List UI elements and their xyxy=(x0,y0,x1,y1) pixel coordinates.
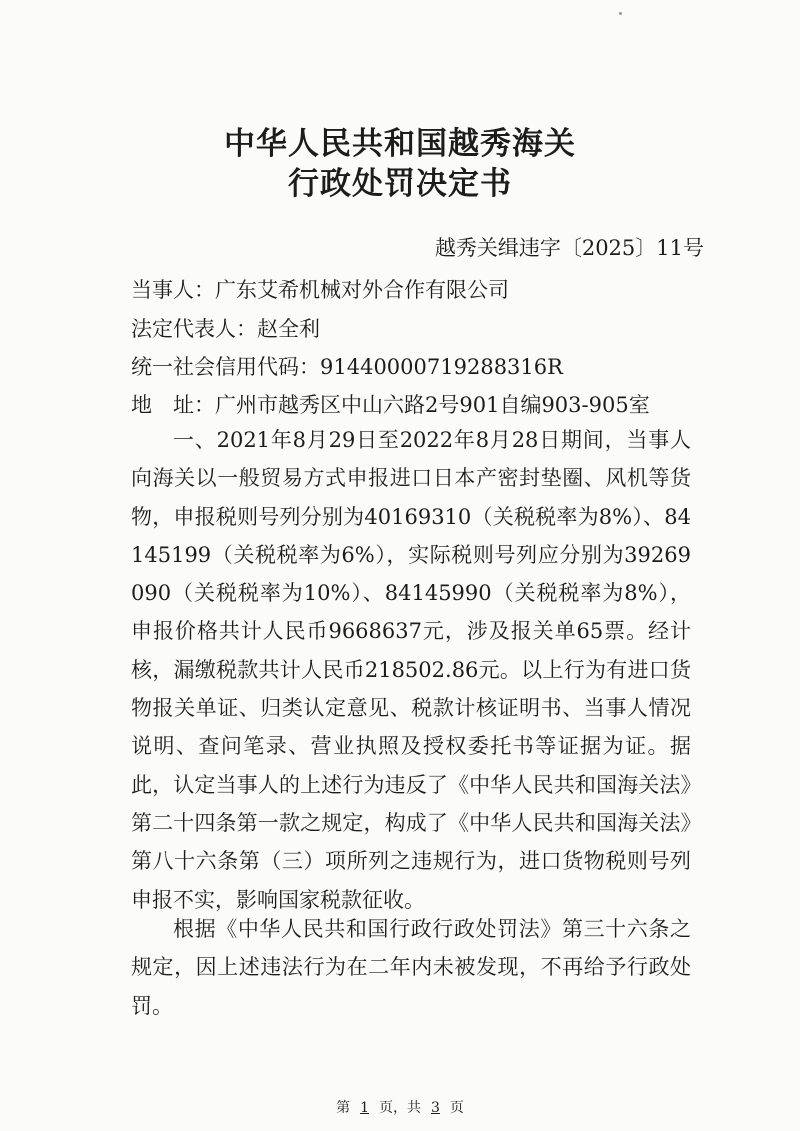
footer-suffix: 页 xyxy=(449,1100,464,1116)
party-field: 当事人：广东艾希机械对外合作有限公司 xyxy=(131,278,509,302)
document-title-line1: 中华人民共和国越秀海关 xyxy=(224,126,576,162)
document-number: 越秀关缉违字〔2025〕11号 xyxy=(434,236,704,260)
footer-prefix: 第 xyxy=(336,1100,351,1116)
violation-paragraph: 一、2021年8月29日至2022年8月28日期间，当事人向海关以一般贸易方式申报进口日本产密封垫圈、风机等货物，申报税则号列分别为40169310（关税税率为8%）、84145199（关税税率为6%），实际税则号列应分别为39269090（关税税率为10%）、84145990（关税税率为8%），申报价格共计人民币9668637元，涉及报关单65票。经计核，漏缴税款共计人民币218502.86元。以上行为有进口货物报关单证、归类认定意见、税款计核证明书、当事人情况说明、查问笔录、营业执照及授权委托书等证据为证。据此，认定当事人的上述行为违反了《中华人民共和国海关法》第二十四条第一款之规定，构成了《中华人民共和国海关法》第八十六条第（三）项所列之违规行为，进口货物税则号列申报不实，影响国家税款征收。 xyxy=(131,428,691,912)
address-field: 地 址：广州市越秀区中山六路2号901自编903-905室 xyxy=(131,393,650,417)
scan-speck xyxy=(619,12,622,15)
credit-code-field: 统一社会信用代码：91440000719288316R xyxy=(131,355,563,379)
footer-total-pages: 3 xyxy=(431,1100,440,1116)
page-footer xyxy=(0,1097,800,1117)
footer-page-number: 1 xyxy=(360,1100,369,1116)
document-title-line2: 行政处罚决定书 xyxy=(288,166,512,202)
footer-middle: 页，共 xyxy=(379,1100,421,1116)
legal-representative-field: 法定代表人：赵全利 xyxy=(131,317,320,341)
decision-paragraph: 根据《中华人民共和国行政行政处罚法》第三十六条之规定，因上述违法行为在二年内未被发现，不再给予行政处罚。 xyxy=(131,917,691,1018)
